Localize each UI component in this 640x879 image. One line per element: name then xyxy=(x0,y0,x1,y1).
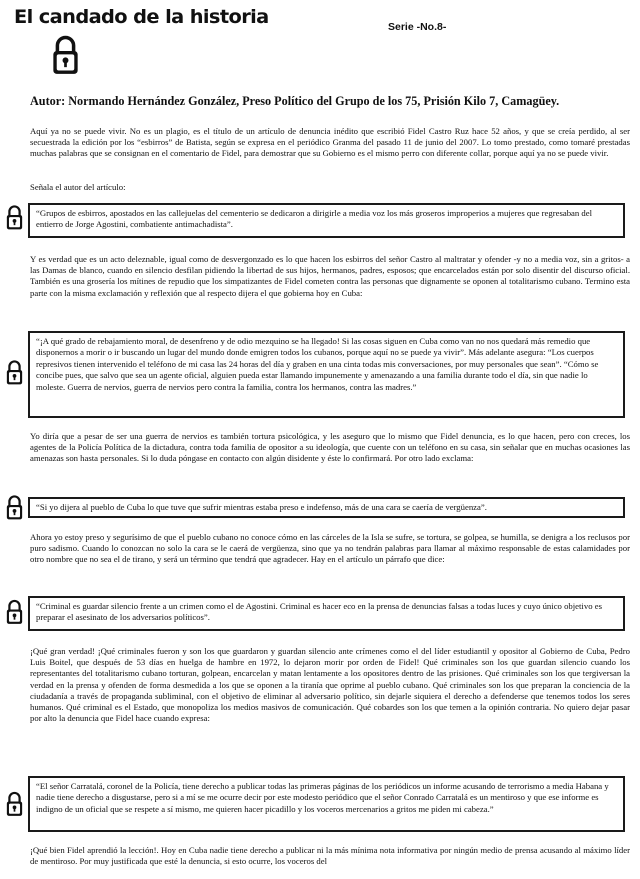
paragraph-3: Yo diría que a pesar de ser una guerra de nervios es también tortura psicológica, y les aseguro que lo mismo que Fidel denuncia, es lo que hacen, pero con creces, los agentes de la Policía Política de la dictadura, contra toda familia de opositor a su ideología, que cuente con un teléfono en su casa, sin señalar que en muchas ocasiones las amenazas son hasta personales. Si lo duda póngase en contacto con algún disidente y éste lo confirmará. Por otro lado exclama: xyxy=(30,431,630,464)
quote-5: “El señor Carratalá, coronel de la Policía, tiene derecho a publicar todas las primeras páginas de los periódicos un informe acusando de terrorismo a media Habana y nadie tiene derecho a disgustarse, pero si a mí se me ocurre decir por este modesto periódico que el señor Conrado Carratalá es un mentiroso y que ese informe es indigno de un oficial que se respete a sí mismo, me quieren hacer picadillo y los voceros mercenarios a gritos me piden mi cabeza.” xyxy=(28,776,625,832)
brand-title: El candado de la historia xyxy=(14,6,269,28)
quote-1: “Grupos de esbirros, apostados en las callejuelas del cementerio se dedicaron a dirigirle a media voz los más groseros improperios a mujeres que regresaban del entierro de Jorge Agostini, combatiente antimachadista”. xyxy=(28,203,625,238)
paragraph-2: Y es verdad que es un acto deleznable, igual como de desvergonzado es lo que hacen los esbirros del señor Castro al maltratar y ofender -y no a media voz, sin a gritos- a las Damas de blanco, cuando en silencio desfilan pidiendo la libertad de sus hijos, hermanos, padres, esposos; que encarcelados están por solo disentir del discurso oficial. También es una grosería los mítines de repudio que los simpatizantes de Fidel cometen contra las personas que dignamente se oponen al totalitarismo cubano. Termino esta parte con la misma exclamación y reflexión que al respecto dijera el que gobierna hoy en Cuba: xyxy=(30,254,630,298)
paragraph-6: ¡Qué bien Fidel aprendió la lección!. Hoy en Cuba nadie tiene derecho a publicar ni la más mínima nota informativa por ningún medio de prensa acusando al máximo líder de mentiroso. Por muy justificada que esté la denuncia, si esto ocurre, los voceros del xyxy=(30,845,630,867)
padlock-icon xyxy=(6,790,23,818)
padlock-icon xyxy=(52,34,79,76)
padlock-icon xyxy=(6,598,23,626)
padlock-icon xyxy=(6,358,23,387)
padlock-icon xyxy=(6,204,23,231)
paragraph-1: Aquí ya no se puede vivir. No es un plagio, es el título de un artículo de denuncia inédito que escribió Fidel Castro Ruz hace 52 años, y que se creía perdido, al ser secuestrada la edición por los “esbirros” de Batista, según se expresa en el periódico Granma del pasado 11 de junio del 2007. Lo tomo prestado, como tomaré prestadas muchas palabras que se consignan en el comentario de Fidel, para demostrar que su Gobierno es el mismo perro con diferente collar, porque aquí ya no se puede vivir. xyxy=(30,126,630,159)
quote-2: “¡A qué grado de rebajamiento moral, de desenfreno y de odio mezquino se ha llegado! Si las cosas siguen en Cuba como van no nos quedará más remedio que disponernos a morir o ir buscando un lugar del mundo donde emigren todos los cubanos, porque aquí no se puede ya vivir”. Más adelante asegura: “Los cuerpos represivos tienen intervenido el teléfono de mi casa las 24 horas del día y graben en una cinta todas mis conversaciones, por muy personales que sean”. “Cómo se concibe pues, que salvo que sea un agente oficial, alguien pueda estar llamando impunemente y amenazando a una familia durante todo el día, sin que nadie lo moleste. Guerra de nervios, guerra de nervios pero contra la familia, contra los hermanos, contra las madres.” xyxy=(28,331,625,418)
quote-3: “Si yo dijera al pueblo de Cuba lo que tuve que sufrir mientras estaba preso e indefenso, más de una cara se caería de vergüenza”. xyxy=(28,497,625,518)
paragraph-4: Ahora yo estoy preso y segurísimo de que el pueblo cubano no conoce cómo en las cárceles de la Isla se sufre, se tortura, se golpea, se humilla, se denigra a los reclusos por puro sadismo. Cuando lo conozcan no solo la cara se le caerá de vergüenza, sino que ya no tendrán palabras para llamar al máximo responsable de estas calamidades por otro nombre que no sea el de tirano, y será un término que tendrá que agradecer. Hay en el artículo un párrafo que dice: xyxy=(30,532,630,565)
author-line: Autor: Normando Hernández González, Preso Político del Grupo de los 75, Prisión Kilo 7, Camagüey. xyxy=(30,94,560,108)
paragraph-1-lead: Señala el autor del artículo: xyxy=(30,182,126,192)
series-number: Serie -No.8- xyxy=(388,21,447,33)
paragraph-5: ¡Qué gran verdad! ¡Qué criminales fueron y son los que guardaron y guardan silencio ante crímenes como el del líder estudiantil y opositor al Gobierno de Cuba, Pedro Luis Boitel, que después de 53 días en huelga de hambre en 1972, lo dejaron morir por orden de Fidel! Qué criminales son los que guardan silencio cuando los representantes del totalitarismo cubano torturan, golpean, encarcelan y matan lentamente a los opositores dentro de las prisiones. Qué criminales son los que tergiversan la verdad en la prensa y ofenden de forma desmedida a los que se oponen a la tiranía que oprime al pueblo cubano. Qué criminales son los que preparan la conciencia de la ciudadanía a través de propaganda subliminal, con el objetivo de eliminar al adversario político, sin dejarle siquiera el derecho a defenderse que tenemos todos los seres humanos. Qué criminal es el Estado, que monopoliza los medios masivos de comunicación. Qué cobardes son los que temen a la opinión contraria. No quiero dejar pasar por alto la denuncia que Fidel hace cuando expresa: xyxy=(30,646,630,724)
padlock-icon xyxy=(6,494,23,521)
quote-4: “Criminal es guardar silencio frente a un crimen como el de Agostini. Criminal es hacer eco en la prensa de denuncias falsas a todas luces y cuyo único objetivo es preparar el asesinato de los adversarios políticos”. xyxy=(28,596,625,631)
